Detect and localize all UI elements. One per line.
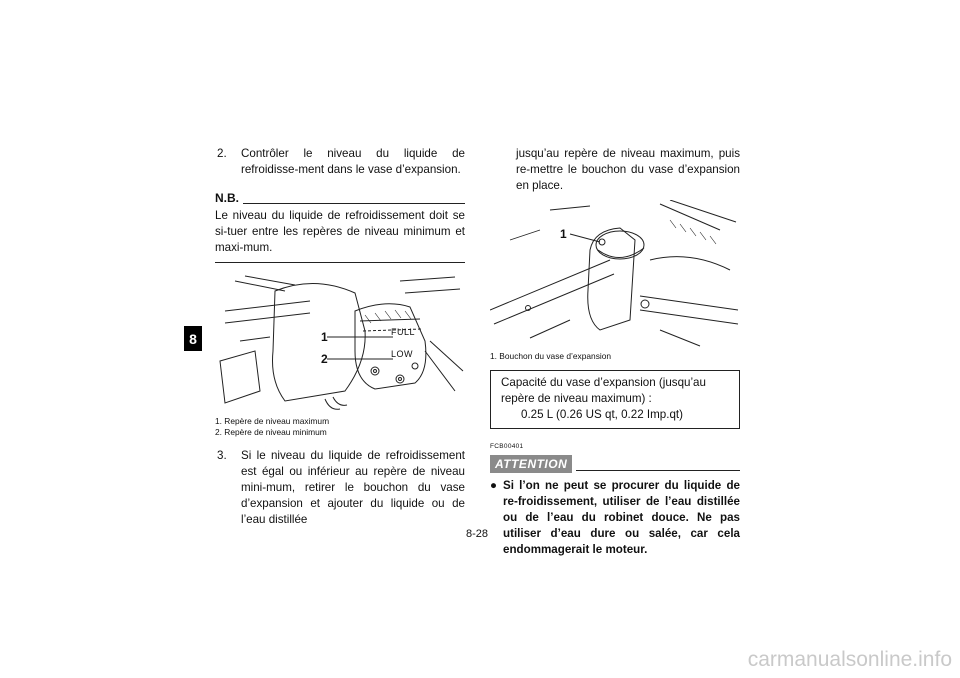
note-text: Le niveau du liquide de refroidissement doit se si-tuer entre les repères de niveau minimum et maxi-mum.: [215, 208, 465, 263]
section-tab: 8: [184, 326, 202, 351]
page-number: 8-28: [466, 528, 489, 540]
attention-label: ATTENTION: [490, 455, 572, 473]
attention-header: [490, 455, 740, 473]
figure-2-caption: 1. Bouchon du vase d’expansion: [490, 351, 612, 361]
attention-item: [490, 478, 740, 558]
continuation-text: jusqu’au repère de niveau maximum, puis re-mettre le bouchon du vase d’expansion en place.: [516, 147, 740, 192]
callout-1: 1: [321, 330, 328, 344]
note-label: N.B.: [215, 191, 239, 205]
specification-box: [490, 370, 740, 429]
reservoir-level-illustration: [215, 271, 465, 413]
note-header: [215, 190, 465, 206]
note-rule: [243, 203, 465, 204]
caption-2: 2. Repère de niveau minimum: [215, 427, 327, 437]
attention-code: FCB00401: [490, 443, 524, 450]
bullet-icon: ●: [490, 479, 498, 492]
step-3-number: 3.: [217, 449, 227, 462]
step-3: [215, 448, 465, 528]
right-column: [490, 146, 740, 558]
callout-1: 1: [560, 227, 567, 241]
full-mark-label: FULL: [391, 327, 416, 337]
step-3-text: Si le niveau du liquide de refroidissement est égal ou inférieur au repère de niveau mini-mum, retirer le bouchon du vase d’expansion et ajouter du liquide ou de l’eau distillée: [241, 449, 465, 526]
attention-text: Si l’on ne peut se procurer du liquide de re-froidissement, utiliser de l’eau distillée ou de l’eau du robinet douce. Ne pas utiliser d’eau dure ou salée, car cela endommagerait le moteur.: [503, 479, 740, 556]
spec-value: 0.25 L (0.26 US qt, 0.22 Imp.qt): [521, 408, 683, 421]
left-column: [215, 146, 465, 528]
reservoir-cap-drawing: [490, 200, 740, 348]
reservoir-cap-illustration: [490, 200, 740, 348]
watermark: carmanualsonline.info: [747, 648, 952, 671]
step-3-continued: [490, 146, 740, 194]
spec-label: Capacité du vase d’expansion (jusqu’au repère de niveau maximum) :: [501, 376, 706, 405]
figure-1-captions: [215, 416, 465, 438]
step-2: [215, 146, 465, 178]
low-mark-label: LOW: [391, 349, 414, 359]
caption-1: 1. Repère de niveau maximum: [215, 416, 330, 426]
reservoir-level-drawing: [215, 271, 465, 413]
callout-2: 2: [321, 352, 328, 366]
attention-rule: [576, 470, 740, 471]
step-2-number: 2.: [217, 147, 227, 160]
step-2-text: Contrôler le niveau du liquide de refroidisse-ment dans le vase d’expansion.: [241, 147, 465, 176]
